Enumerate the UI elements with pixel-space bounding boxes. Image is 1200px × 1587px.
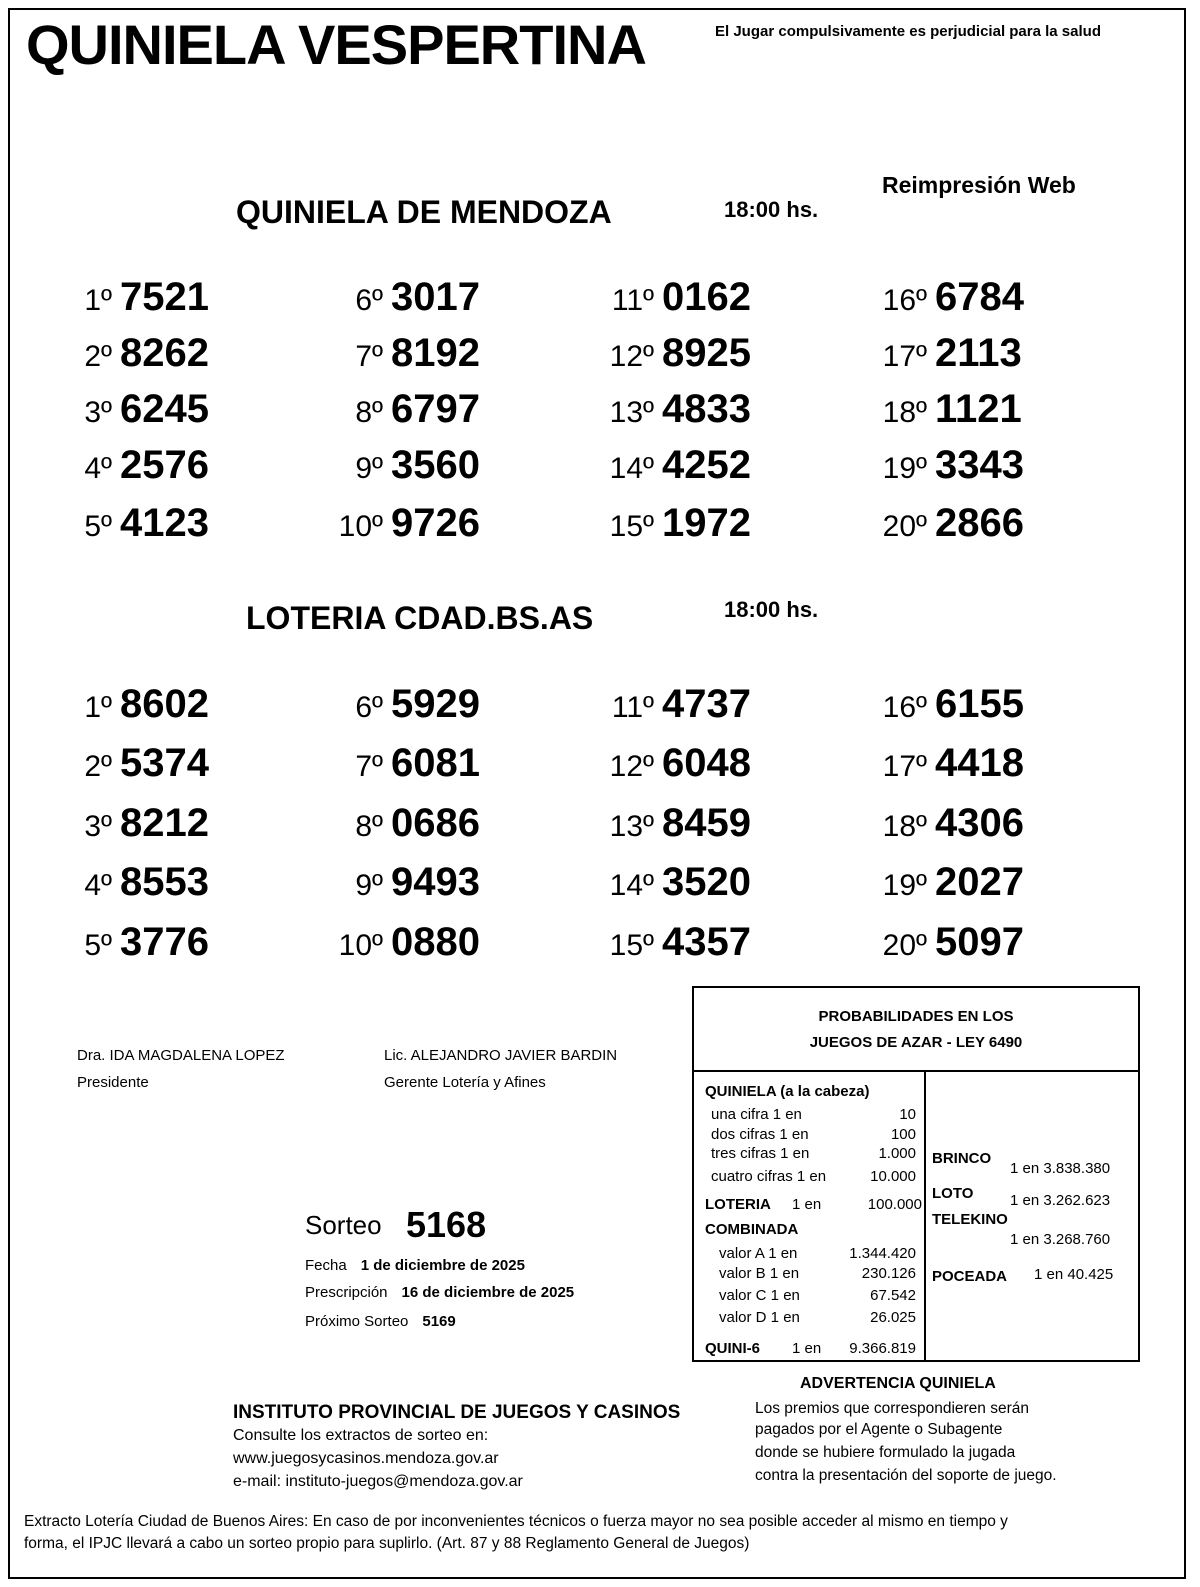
draw-position: 14º (609, 869, 654, 902)
advertencia-title: ADVERTENCIA QUINIELA (800, 1375, 996, 1392)
draw-number: 0162 (662, 275, 751, 319)
advertencia-line: pagados por el Agente o Subagente (755, 1421, 1003, 1438)
draw-number: 8553 (120, 860, 209, 904)
draw-number: 8262 (120, 331, 209, 375)
poceada-prob-label: POCEADA (932, 1268, 1008, 1285)
combinada-row-value: 1.344.420 (849, 1245, 916, 1262)
draw-position: 13º (609, 810, 654, 843)
draw-number: 5374 (120, 741, 209, 785)
mendoza-section-time: 18:00 hs. (724, 197, 819, 222)
draw-position: 17º (882, 340, 927, 373)
draw-number: 9493 (391, 860, 480, 904)
draw-number: 8212 (120, 801, 209, 845)
mendoza-result-cell (594, 275, 751, 320)
draw-number: 3343 (935, 443, 1024, 487)
mendoza-result-cell (323, 501, 480, 546)
quini6-prob-en: 1 en (792, 1340, 822, 1357)
draw-position: 6º (355, 691, 383, 724)
draw-position: 1º (84, 691, 112, 724)
ciudad-result-cell (594, 860, 751, 905)
combinada-row-label: valor D 1 en (719, 1309, 800, 1326)
draw-position: 20º (882, 929, 927, 962)
ciudad-result-cell (594, 920, 751, 965)
draw-position: 12º (609, 340, 654, 373)
telekino-prob-value: 1 en 3.268.760 (1010, 1231, 1111, 1248)
mendoza-result-cell (867, 331, 1022, 376)
signature-left-name: Dra. IDA MAGDALENA LOPEZ (77, 1047, 285, 1064)
draw-number: 3520 (662, 860, 751, 904)
ciudad-result-cell (594, 682, 751, 727)
quiniela-row-label: cuatro cifras 1 en (711, 1168, 827, 1185)
draw-position: 1º (84, 284, 112, 317)
institute-website: www.juegosycasinos.mendoza.gov.ar (233, 1450, 499, 1467)
draw-number: 9726 (391, 501, 480, 545)
draw-position: 19º (882, 452, 927, 485)
ciudad-result-cell (52, 860, 209, 905)
mendoza-result-cell (594, 501, 751, 546)
combinada-row-label: valor A 1 en (719, 1245, 798, 1262)
combinada-row-value: 26.025 (870, 1309, 916, 1326)
quiniela-row-label: tres cifras 1 en (711, 1145, 810, 1162)
prescripcion-value: 16 de diciembre de 2025 (401, 1284, 575, 1301)
mendoza-result-cell (867, 387, 1022, 432)
draw-number: 6245 (120, 387, 209, 431)
advertencia-line: contra la presentación del soporte de juego. (755, 1467, 1057, 1484)
loteria-prob-label: LOTERIA (705, 1196, 771, 1213)
mendoza-result-cell (52, 387, 209, 432)
loto-prob-value: 1 en 3.262.623 (1010, 1192, 1111, 1209)
combinada-row-value: 230.126 (861, 1265, 916, 1282)
proximo-value: 5169 (422, 1313, 456, 1330)
draw-position: 3º (84, 810, 112, 843)
probabilities-box (692, 986, 1140, 1362)
draw-number: 0880 (391, 920, 480, 964)
draw-number: 6081 (391, 741, 480, 785)
signature-left-role: Presidente (77, 1074, 149, 1091)
mendoza-result-cell (867, 443, 1024, 488)
draw-number: 4418 (935, 741, 1024, 785)
draw-number: 5929 (391, 682, 480, 726)
reprint-label: Reimpresión Web (882, 172, 1076, 198)
draw-position: 2º (84, 750, 112, 783)
loteria-prob-en: 1 en (792, 1196, 822, 1213)
mendoza-result-cell (594, 443, 751, 488)
sorteo-label: Sorteo (305, 1210, 382, 1240)
draw-number: 6797 (391, 387, 480, 431)
ciudad-result-cell (867, 920, 1024, 965)
fecha-label: Fecha (305, 1257, 347, 1274)
draw-position: 18º (882, 396, 927, 429)
draw-number: 2027 (935, 860, 1024, 904)
draw-position: 11º (611, 691, 654, 724)
mendoza-result-cell (52, 275, 209, 320)
draw-position: 8º (355, 396, 383, 429)
prescripcion-label: Prescripción (305, 1284, 388, 1301)
draw-number: 4737 (662, 682, 751, 726)
fecha-row (305, 1257, 525, 1274)
footer-line: forma, el IPJC llevará a cabo un sorteo propio para suplirlo. (Art. 87 y 88 Reglamento General de Juegos) (24, 1535, 750, 1552)
draw-position: 15º (609, 510, 654, 543)
brinco-prob-value: 1 en 3.838.380 (1010, 1160, 1111, 1177)
draw-position: 9º (355, 452, 383, 485)
signature-right-name: Lic. ALEJANDRO JAVIER BARDIN (384, 1047, 618, 1064)
poceada-prob-value: 1 en 40.425 (1034, 1266, 1114, 1283)
draw-position: 5º (84, 510, 112, 543)
quini6-prob-label: QUINI-6 (705, 1340, 761, 1357)
mendoza-result-cell (52, 331, 209, 376)
quiniela-row-value: 10.000 (870, 1168, 916, 1185)
mendoza-result-cell (323, 331, 480, 376)
ciudad-result-cell (594, 801, 751, 846)
sorteo-number: 5168 (406, 1204, 487, 1245)
draw-number: 3560 (391, 443, 480, 487)
draw-number: 3017 (391, 275, 480, 319)
draw-position: 5º (84, 929, 112, 962)
loteria-prob-value: 100.000 (867, 1196, 922, 1213)
prob-title-line2: JUEGOS DE AZAR - LEY 6490 (809, 1034, 1023, 1051)
prescripcion-row (305, 1284, 574, 1301)
ciudad-result-cell (323, 682, 480, 727)
draw-position: 10º (338, 510, 383, 543)
proximo-label: Próximo Sorteo (305, 1313, 409, 1330)
institute-email: e-mail: instituto-juegos@mendoza.gov.ar (233, 1473, 523, 1490)
loto-prob-label: LOTO (932, 1185, 974, 1202)
draw-position: 2º (84, 340, 112, 373)
quiniela-row-value: 1.000 (878, 1145, 916, 1162)
draw-number: 8459 (662, 801, 751, 845)
draw-position: 7º (355, 340, 383, 373)
telekino-prob-label: TELEKINO (932, 1211, 1008, 1228)
draw-number: 6784 (935, 275, 1024, 319)
proximo-row (305, 1313, 456, 1330)
ciudad-result-cell (323, 801, 480, 846)
draw-number: 4123 (120, 501, 209, 545)
draw-number: 4306 (935, 801, 1024, 845)
draw-position: 18º (882, 810, 927, 843)
draw-number: 8192 (391, 331, 480, 375)
draw-number: 2576 (120, 443, 209, 487)
brinco-prob-label: BRINCO (932, 1150, 992, 1167)
prob-column-divider (924, 1072, 926, 1360)
ciudad-section-title: LOTERIA CDAD.BS.AS (246, 600, 594, 636)
prob-divider (694, 1070, 1138, 1072)
mendoza-result-cell (323, 443, 480, 488)
combinada-row-label: valor B 1 en (719, 1265, 800, 1282)
combinada-row-value: 67.542 (870, 1287, 916, 1304)
draw-position: 4º (84, 869, 112, 902)
draw-number: 0686 (391, 801, 480, 845)
quiniela-prob-title: QUINIELA (a la cabeza) (705, 1083, 870, 1100)
advertencia-line: donde se hubiere formulado la jugada (755, 1444, 1016, 1461)
quini6-prob-value: 9.366.819 (849, 1340, 916, 1357)
health-warning: El Jugar compulsivamente es perjudicial para la salud (715, 23, 1101, 40)
ciudad-result-cell (323, 920, 480, 965)
mendoza-result-cell (323, 275, 480, 320)
draw-number: 8925 (662, 331, 751, 375)
ciudad-result-cell (323, 860, 480, 905)
mendoza-result-cell (323, 387, 480, 432)
draw-position: 16º (882, 691, 927, 724)
draw-number: 5097 (935, 920, 1024, 964)
draw-position: 4º (84, 452, 112, 485)
ciudad-result-cell (867, 860, 1024, 905)
mendoza-result-cell (867, 275, 1024, 320)
advertencia-line: Los premios que correspondieren serán (755, 1400, 1029, 1417)
combinada-prob-label: COMBINADA (705, 1221, 799, 1238)
draw-position: 17º (882, 750, 927, 783)
draw-position: 15º (609, 929, 654, 962)
draw-position: 16º (882, 284, 927, 317)
mendoza-section-title: QUINIELA DE MENDOZA (236, 194, 612, 230)
draw-position: 20º (882, 510, 927, 543)
draw-number: 2866 (935, 501, 1024, 545)
quiniela-row-value: 10 (899, 1106, 916, 1123)
draw-position: 8º (355, 810, 383, 843)
institute-line: Consulte los extractos de sorteo en: (233, 1427, 489, 1444)
ciudad-result-cell (867, 741, 1024, 786)
draw-number: 2113 (935, 331, 1022, 375)
ciudad-result-cell (867, 682, 1024, 727)
combinada-row-label: valor C 1 en (719, 1287, 800, 1304)
ciudad-result-cell (52, 801, 209, 846)
draw-number: 4833 (662, 387, 751, 431)
draw-number: 1972 (662, 501, 751, 545)
draw-number: 6155 (935, 682, 1024, 726)
quiniela-row-label: una cifra 1 en (711, 1106, 802, 1123)
ciudad-result-cell (323, 741, 480, 786)
draw-position: 11º (611, 284, 654, 317)
institute-title: INSTITUTO PROVINCIAL DE JUEGOS Y CASINOS (233, 1402, 681, 1423)
draw-position: 10º (338, 929, 383, 962)
quiniela-row-label: dos cifras 1 en (711, 1126, 809, 1143)
ciudad-result-cell (52, 920, 209, 965)
draw-number: 1121 (935, 387, 1022, 431)
draw-number: 6048 (662, 741, 751, 785)
ciudad-section-time: 18:00 hs. (724, 597, 819, 622)
prob-title-line1: PROBABILIDADES EN LOS (818, 1008, 1014, 1025)
draw-number: 4357 (662, 920, 751, 964)
draw-number: 4252 (662, 443, 751, 487)
draw-position: 6º (355, 284, 383, 317)
mendoza-result-cell (52, 443, 209, 488)
ciudad-result-cell (52, 682, 209, 727)
draw-number: 3776 (120, 920, 209, 964)
ciudad-result-cell (867, 801, 1024, 846)
mendoza-result-cell (594, 331, 751, 376)
mendoza-result-cell (52, 501, 209, 546)
draw-position: 19º (882, 869, 927, 902)
mendoza-result-cell (594, 387, 751, 432)
signature-right-role: Gerente Lotería y Afines (384, 1074, 546, 1091)
draw-number: 8602 (120, 682, 209, 726)
draw-position: 9º (355, 869, 383, 902)
draw-position: 12º (609, 750, 654, 783)
draw-number: 7521 (120, 275, 209, 319)
ciudad-result-cell (594, 741, 751, 786)
page-title: QUINIELA VESPERTINA (26, 13, 646, 76)
draw-position: 3º (84, 396, 112, 429)
draw-position: 7º (355, 750, 383, 783)
footer-line: Extracto Lotería Ciudad de Buenos Aires: En caso de por inconvenientes técnicos o fuerza mayor no sea posible acceder al mismo en tiempo y (24, 1513, 1008, 1530)
draw-position: 13º (609, 396, 654, 429)
fecha-value: 1 de diciembre de 2025 (360, 1257, 525, 1274)
ciudad-result-cell (52, 741, 209, 786)
quiniela-row-value: 100 (890, 1126, 916, 1143)
mendoza-result-cell (867, 501, 1024, 546)
draw-position: 14º (609, 452, 654, 485)
